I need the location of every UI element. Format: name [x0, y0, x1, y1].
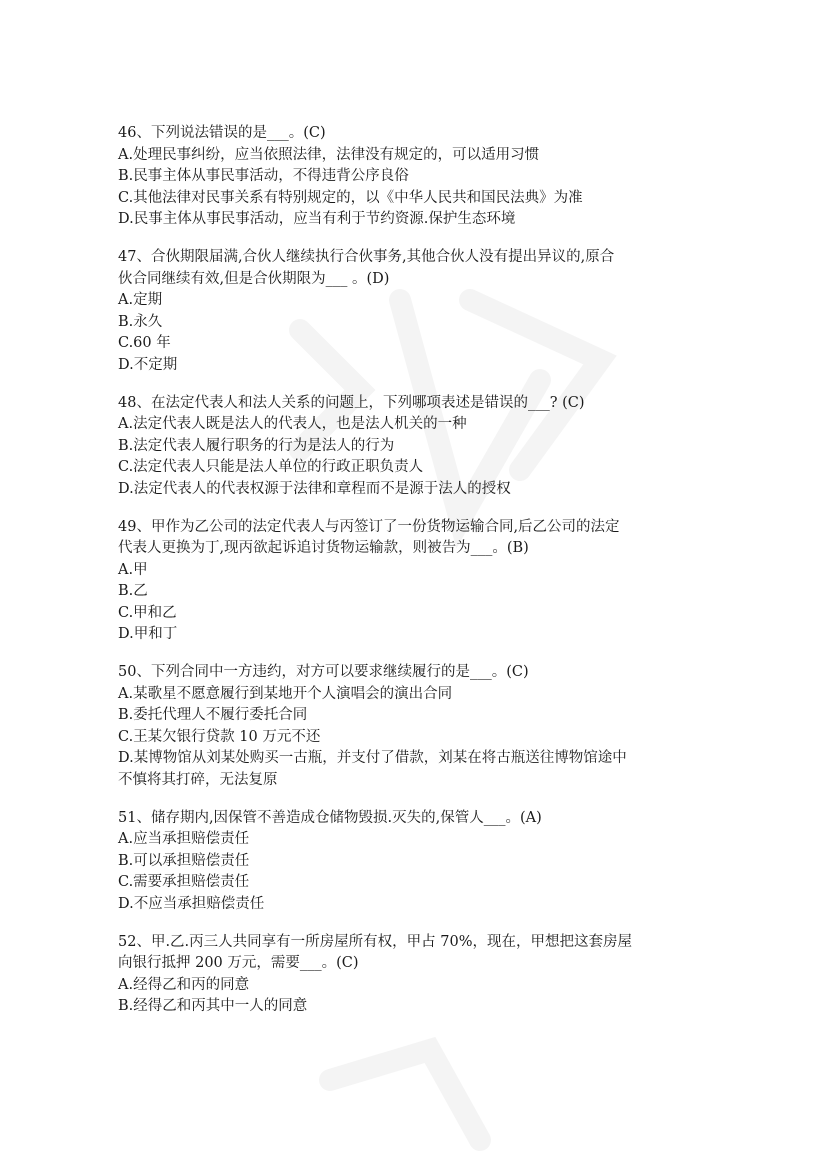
question-stem: 51、储存期内,因保管不善造成仓储物毁损.灭失的,保管人___。(A) — [118, 809, 542, 826]
answer-option: 不慎将其打碎，无法复原 — [118, 772, 278, 789]
question-stem: 46、下列说法错误的是___。(C) — [118, 125, 326, 141]
question-stem: 49、甲作为乙公司的法定代表人与丙签订了一份货物运输合同,后乙公司的法定 — [118, 518, 620, 535]
watermark-shape — [330, 1050, 480, 1140]
answer-option: A.经得乙和丙的同意 — [118, 976, 250, 993]
answer-option: A.法定代表人既是法人的代表人，也是法人机关的一种 — [118, 416, 467, 433]
answer-option: B.法定代表人履行职务的行为是法人的行为 — [118, 437, 395, 454]
answer-option: C.甲和乙 — [118, 604, 177, 621]
question-stem: 代表人更换为丁,现丙欲起诉追讨货物运输款，则被告为___。(B) — [118, 540, 529, 557]
question-block — [118, 393, 718, 501]
answer-option: A.甲 — [118, 561, 148, 578]
answer-option: D.不应当承担赔偿责任 — [118, 896, 265, 912]
question-block — [118, 808, 718, 916]
question-stem: 52、甲.乙.丙三人共同享有一所房屋所有权，甲占 70%，现在，甲想把这套房屋 — [118, 933, 633, 950]
document-page — [118, 123, 718, 1034]
answer-option: A.处理民事纠纷，应当依照法律，法律没有规定的，可以适用习惯 — [118, 146, 540, 163]
answer-option: D.不定期 — [118, 356, 178, 373]
answer-option: B.永久 — [118, 313, 163, 330]
question-block — [118, 517, 718, 647]
answer-option: C.需要承担赔偿责任 — [118, 874, 250, 891]
question-block — [118, 662, 718, 792]
answer-option: B.乙 — [118, 583, 148, 600]
answer-option: A.某歌星不愿意履行到某地开个人演唱会的演出合同 — [118, 685, 453, 702]
question-stem: 向银行抵押 200 万元，需要___。(C) — [118, 955, 359, 972]
question-stem: 48、在法定代表人和法人关系的问题上，下列哪项表述是错误的___? (C) — [118, 394, 585, 411]
answer-option: C.其他法律对民事关系有特别规定的，以《中华人民共和国民法典》为准 — [118, 189, 583, 206]
answer-option: D.法定代表人的代表权源于法律和章程而不是源于法人的授权 — [118, 480, 511, 497]
question-stem: 伙合同继续有效,但是合伙期限为___ 。(D) — [118, 270, 390, 287]
answer-option: C.60 年 — [118, 335, 171, 352]
answer-option: B.委托代理人不履行委托合同 — [118, 707, 308, 724]
answer-option: D.甲和丁 — [118, 626, 178, 643]
answer-option: B.可以承担赔偿责任 — [118, 852, 250, 869]
answer-option: D.某博物馆从刘某处购买一古瓶，并支付了借款，刘某在将古瓶送往博物馆途中 — [118, 750, 627, 767]
answer-option: D.民事主体从事民事活动，应当有利于节约资源.保护生态环境 — [118, 211, 516, 228]
answer-option: B.经得乙和丙其中一人的同意 — [118, 998, 308, 1015]
answer-option: C.王某欠银行贷款 10 万元不还 — [118, 728, 321, 745]
answer-option: C.法定代表人只能是法人单位的行政正职负责人 — [118, 459, 424, 476]
answer-option: B.民事主体从事民事活动，不得违背公序良俗 — [118, 168, 409, 185]
answer-option: A.定期 — [118, 292, 163, 309]
question-block — [118, 247, 718, 377]
question-stem: 47、合伙期限届满,合伙人继续执行合伙事务,其他合伙人没有提出异议的,原合 — [118, 248, 615, 265]
answer-option: A.应当承担赔偿责任 — [118, 831, 250, 848]
question-stem: 50、下列合同中一方违约，对方可以要求继续履行的是___。(C) — [118, 664, 529, 681]
question-block — [118, 123, 718, 231]
question-block — [118, 932, 718, 1018]
